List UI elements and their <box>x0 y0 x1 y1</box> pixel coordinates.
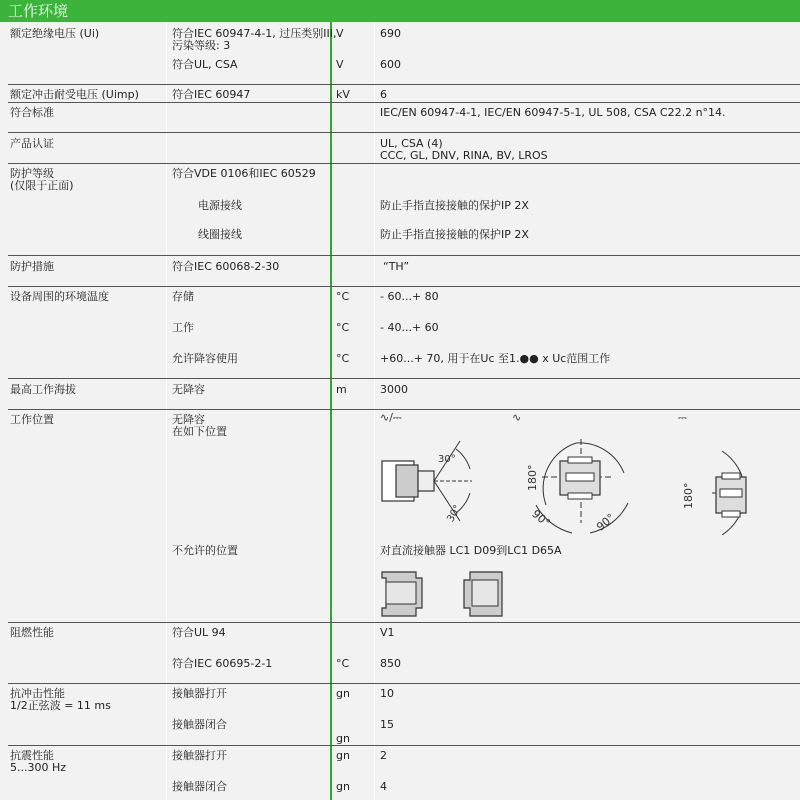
cond-operation: 工作 <box>172 321 194 334</box>
label-shock: 抗冲击性能 <box>10 687 65 700</box>
label-vibration-2: 5...300 Hz <box>10 761 67 774</box>
value-altitude: 3000 <box>380 383 408 396</box>
row-divider <box>8 163 800 164</box>
angle-label: 90° <box>529 507 553 530</box>
cond-protection: 符合VDE 0106和IEC 60529 <box>172 167 316 180</box>
value-vibration-open: 2 <box>380 749 387 762</box>
unit-vibration-closed: gn <box>336 780 350 793</box>
label-altitude: 最高工作海拔 <box>10 383 76 396</box>
label-ui: 额定绝缘电压 (Ui) <box>10 27 100 40</box>
unit-operation: °C <box>336 321 350 334</box>
forbidden-position-2 <box>464 572 502 616</box>
unit-altitude: m <box>336 383 347 396</box>
section-title: 工作环境 <box>0 0 800 22</box>
unit-vibration-open: gn <box>336 749 350 762</box>
value-not-allowed: 对直流接触器 LC1 D09到LC1 D65A <box>380 544 562 557</box>
forbidden-position-diagrams <box>376 562 536 622</box>
label-protection: 防护等级 <box>10 167 54 180</box>
label-vibration: 抗震性能 <box>10 749 54 762</box>
unit-storage: °C <box>336 290 350 303</box>
angle-label: 30° <box>445 503 464 525</box>
row-divider <box>8 255 800 256</box>
acdc-symbol: ∿/⎓ <box>380 411 402 424</box>
value-standards: IEC/EN 60947-4-1, IEC/EN 60947-5-1, UL 508, CSA C22.2 n°14. <box>380 106 726 119</box>
spec-table <box>0 22 800 800</box>
row-divider <box>8 132 800 133</box>
angle-label: 90° <box>594 511 618 534</box>
cond-position-2: 在如下位置 <box>172 425 227 438</box>
value-flame-iec: 850 <box>380 657 401 670</box>
cond-ui-iec: 符合IEC 60947-4-1, 过压类别III, <box>172 27 337 40</box>
cond-not-allowed: 不允许的位置 <box>172 544 238 557</box>
unit-shock-open: gn <box>336 687 350 700</box>
row-divider <box>8 102 800 103</box>
unit-ui-ul: V <box>336 58 344 71</box>
cond-shock-closed: 接触器闭合 <box>172 718 227 731</box>
sub-coil-wiring: 线圈接线 <box>198 228 242 241</box>
angle-label: 180° <box>682 482 695 509</box>
label-position: 工作位置 <box>10 413 54 426</box>
row-divider <box>8 745 800 746</box>
cond-flame-iec: 符合IEC 60695-2-1 <box>172 657 273 670</box>
value-treatment: “TH” <box>383 260 410 273</box>
unit-shock-closed: gn <box>336 732 350 745</box>
dc-symbol: ⎓ <box>678 411 687 424</box>
row-divider <box>8 683 800 684</box>
unit-ui-iec: V <box>336 27 344 40</box>
cond-treatment: 符合IEC 60068-2-30 <box>172 260 280 273</box>
label-temperature: 设备周围的环境温度 <box>10 290 109 303</box>
value-storage: - 60...+ 80 <box>380 290 439 303</box>
cond-vibration-open: 接触器打开 <box>172 749 227 762</box>
cond-derated: 允许降容使用 <box>172 352 238 365</box>
cond-uimp: 符合IEC 60947 <box>172 88 251 101</box>
cond-shock-open: 接触器打开 <box>172 687 227 700</box>
cond-altitude: 无降容 <box>172 383 205 396</box>
value-power-wiring: 防止手指直接接触的保护IP 2X <box>380 199 529 212</box>
value-derated: +60...+ 70, 用于在Uc 至1.●● x Uc范围工作 <box>380 352 611 365</box>
value-shock-closed: 15 <box>380 718 394 731</box>
sub-power-wiring: 电源接线 <box>198 199 242 212</box>
forbidden-position-1 <box>382 572 422 616</box>
angle-label: 30° <box>438 454 456 465</box>
unit-flame-iec: °C <box>336 657 350 670</box>
row-divider <box>8 286 800 287</box>
cond-ui-ul: 符合UL, CSA <box>172 58 238 71</box>
label-shock-2: 1/2正弦波 = 11 ms <box>10 699 111 712</box>
label-uimp: 额定冲击耐受电压 (Uimp) <box>10 88 139 101</box>
value-ui-ul: 600 <box>380 58 401 71</box>
value-uimp: 6 <box>380 88 387 101</box>
label-flame: 阻燃性能 <box>10 626 54 639</box>
cond-storage: 存储 <box>172 290 194 303</box>
mounting-position-diagrams <box>376 405 800 535</box>
contactor-front-view-180 <box>682 451 748 535</box>
value-cert-2: CCC, GL, DNV, RINA, BV, LROS <box>380 149 548 162</box>
cond-vibration-closed: 接触器闭合 <box>172 780 227 793</box>
ac-symbol: ∿ <box>512 411 522 424</box>
value-cert-1: UL, CSA (4) <box>380 137 443 150</box>
cond-flame-ul: 符合UL 94 <box>172 626 226 639</box>
label-protection-2: (仅限于正面) <box>10 179 74 192</box>
value-flame-ul: V1 <box>380 626 395 639</box>
row-divider <box>8 378 800 379</box>
unit-derated: °C <box>336 352 350 365</box>
value-ui-iec: 690 <box>380 27 401 40</box>
value-vibration-closed: 4 <box>380 780 387 793</box>
contactor-side-view-30 <box>382 441 472 524</box>
value-shock-open: 10 <box>380 687 394 700</box>
row-divider <box>8 622 800 623</box>
angle-label: 180° <box>526 464 539 491</box>
label-treatment: 防护措施 <box>10 260 54 273</box>
row-divider <box>8 84 800 85</box>
unit-uimp: kV <box>336 88 350 101</box>
label-standards: 符合标准 <box>10 106 54 119</box>
contactor-front-view-rotation <box>526 439 628 534</box>
cond-ui-iec-2: 污染等级: 3 <box>172 39 231 52</box>
value-coil-wiring: 防止手指直接接触的保护IP 2X <box>380 228 529 241</box>
cond-position-1: 无降容 <box>172 413 205 426</box>
label-cert: 产品认证 <box>10 137 54 150</box>
value-operation: - 40...+ 60 <box>380 321 439 334</box>
